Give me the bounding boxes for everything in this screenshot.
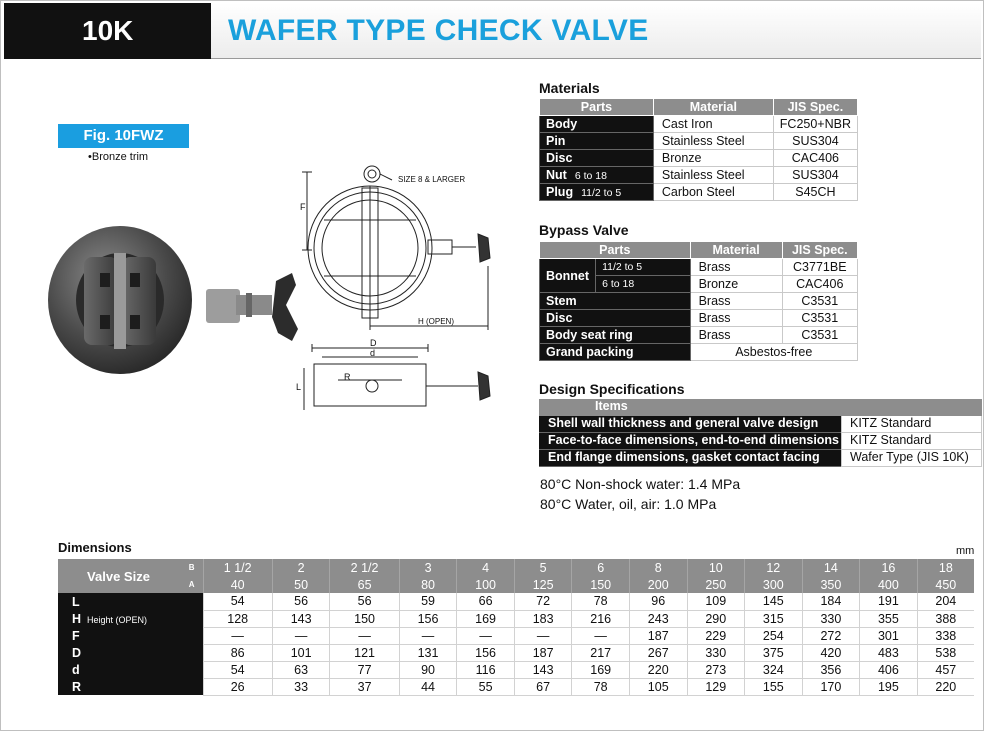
part-name: Body <box>540 116 654 133</box>
dimension-key: D <box>58 644 203 661</box>
dimension-value: 86 <box>203 644 272 661</box>
dimension-value: 37 <box>330 678 399 695</box>
dimension-value: 33 <box>272 678 330 695</box>
spec-value: KITZ Standard <box>841 433 982 450</box>
spec-item: End flange dimensions, gasket contact facing <box>539 450 841 467</box>
table-row <box>540 327 858 344</box>
table-row <box>58 661 974 678</box>
dimension-value: 63 <box>272 661 330 678</box>
parts-header: Parts <box>540 99 654 116</box>
size-a-cell: 65 <box>330 576 399 593</box>
dimension-key: L <box>58 593 203 610</box>
dimension-value: 187 <box>629 627 687 644</box>
dimension-value: 77 <box>330 661 399 678</box>
dimension-value: 101 <box>272 644 330 661</box>
size-a-cell: 100 <box>457 576 515 593</box>
material-value: Brass <box>690 259 782 276</box>
dimension-value: 105 <box>629 678 687 695</box>
jis-value: SUS304 <box>773 133 857 150</box>
dimension-value: 355 <box>860 610 918 627</box>
pressure-class-label: 10K <box>4 3 211 59</box>
items-header: Items <box>539 399 982 416</box>
b-label: B <box>179 559 203 576</box>
size-a-cell: 50 <box>272 576 330 593</box>
spec-value: KITZ Standard <box>841 416 982 433</box>
dimension-value: 267 <box>629 644 687 661</box>
size-a-cell: 125 <box>514 576 572 593</box>
dimension-value: 273 <box>687 661 745 678</box>
material-value: Stainless Steel <box>653 167 773 184</box>
figure-note: • Bronze trim <box>88 151 148 163</box>
dimension-value: 78 <box>572 593 630 610</box>
l-label: L <box>296 382 302 392</box>
valve-photo <box>40 225 310 375</box>
materials-title: Materials <box>539 80 600 96</box>
dimension-value: 143 <box>272 610 330 627</box>
dimension-drawing <box>292 158 497 418</box>
material-value: Brass <box>690 310 782 327</box>
size-b-cell: 6 <box>572 559 630 576</box>
dimension-value: 217 <box>572 644 630 661</box>
dimension-value: 121 <box>330 644 399 661</box>
jis-value: SUS304 <box>773 167 857 184</box>
size-a-cell: 150 <box>572 576 630 593</box>
bypass-table <box>539 241 858 361</box>
table-row <box>540 344 858 361</box>
size-a-cell: 200 <box>629 576 687 593</box>
dimension-value: 483 <box>860 644 918 661</box>
dimension-value: 375 <box>745 644 803 661</box>
d-lower-label: d <box>370 348 376 358</box>
dimension-value: — <box>330 627 399 644</box>
table-row <box>58 610 974 627</box>
dimension-value: 56 <box>330 593 399 610</box>
jis-value: C3771BE <box>782 259 857 276</box>
dimension-value: 420 <box>802 644 860 661</box>
dimension-value: 220 <box>917 678 974 695</box>
dimension-value: 56 <box>272 593 330 610</box>
dimension-value: 109 <box>687 593 745 610</box>
dimension-value: 338 <box>917 627 974 644</box>
dimension-key: H Height (OPEN) <box>58 610 203 627</box>
dimension-value: 156 <box>399 610 457 627</box>
dimension-value: 59 <box>399 593 457 610</box>
size-a-cell: 450 <box>917 576 974 593</box>
table-row <box>540 259 858 276</box>
table-row <box>540 133 858 150</box>
material-value: Brass <box>690 293 782 310</box>
dimension-value: 301 <box>860 627 918 644</box>
jis-value: CAC406 <box>782 276 857 293</box>
dimension-value: 187 <box>514 644 572 661</box>
size-a-cell: 80 <box>399 576 457 593</box>
material-value: Stainless Steel <box>653 133 773 150</box>
part-name: Nut 6 to 18 <box>540 167 654 184</box>
pressure-rating-2: 80°C Water, oil, air: 1.0 MPa <box>540 496 717 512</box>
dimension-value: — <box>572 627 630 644</box>
dimension-value: 128 <box>203 610 272 627</box>
size-range: 11/2 to 5 <box>596 259 691 276</box>
table-row <box>540 293 858 310</box>
dimension-value: — <box>203 627 272 644</box>
jis-value: FC250+NBR <box>773 116 857 133</box>
dimension-value: 67 <box>514 678 572 695</box>
dimension-value: — <box>457 627 515 644</box>
size-a-row <box>58 576 974 593</box>
d-upper-label: D <box>370 338 377 348</box>
table-row <box>58 644 974 661</box>
part-name: Body seat ring <box>540 327 691 344</box>
part-name: Disc <box>540 310 691 327</box>
dimension-value: 538 <box>917 644 974 661</box>
a-label: A <box>179 576 203 593</box>
r-label: R <box>344 372 351 382</box>
size-note-label: SIZE 8 & LARGER <box>398 175 466 184</box>
dimension-value: 150 <box>330 610 399 627</box>
materials-table <box>539 98 858 201</box>
dimension-value: 272 <box>802 627 860 644</box>
dimension-value: 388 <box>917 610 974 627</box>
dimension-value: 457 <box>917 661 974 678</box>
design-title: Design Specifications <box>539 381 685 397</box>
dimension-value: 220 <box>629 661 687 678</box>
table-row <box>539 416 982 433</box>
dimension-value: 356 <box>802 661 860 678</box>
size-b-cell: 16 <box>860 559 918 576</box>
pressure-rating-1: 80°C Non-shock water: 1.4 MPa <box>540 476 741 492</box>
dimension-value: 406 <box>860 661 918 678</box>
part-name: Plug 11/2 to 5 <box>540 184 654 201</box>
dimension-value: 169 <box>572 661 630 678</box>
spec-item: Face-to-face dimensions, end-to-end dimensions <box>539 433 841 450</box>
size-b-cell: 3 <box>399 559 457 576</box>
table-row <box>58 678 974 695</box>
dimension-value: 131 <box>399 644 457 661</box>
design-spec-table <box>539 399 982 467</box>
dimension-value: 324 <box>745 661 803 678</box>
jis-value: CAC406 <box>773 150 857 167</box>
dimension-value: 156 <box>457 644 515 661</box>
dimensions-title: Dimensions <box>58 540 132 555</box>
parts-header: Parts <box>540 242 691 259</box>
dimension-value: 184 <box>802 593 860 610</box>
table-row <box>540 184 858 201</box>
dimensions-table <box>58 559 974 696</box>
dimension-value: 44 <box>399 678 457 695</box>
material-header: Material <box>690 242 782 259</box>
size-b-cell: 18 <box>917 559 974 576</box>
table-row <box>540 150 858 167</box>
dimension-value: — <box>399 627 457 644</box>
jis-value: C3531 <box>782 293 857 310</box>
part-name: Pin <box>540 133 654 150</box>
h-open-label: H (OPEN) <box>418 317 454 326</box>
jis-header: JIS Spec. <box>782 242 857 259</box>
dimension-value: 78 <box>572 678 630 695</box>
table-row <box>539 450 982 467</box>
jis-value: C3531 <box>782 327 857 344</box>
size-b-cell: 1 1/2 <box>203 559 272 576</box>
size-b-cell: 10 <box>687 559 745 576</box>
size-b-cell: 14 <box>802 559 860 576</box>
size-b-cell: 2 <box>272 559 330 576</box>
figure-badge: Fig. 10FWZ <box>58 124 189 148</box>
dimension-value: 216 <box>572 610 630 627</box>
size-a-cell: 300 <box>745 576 803 593</box>
material-value: Cast Iron <box>653 116 773 133</box>
dimension-value: 330 <box>687 644 745 661</box>
material-value: Carbon Steel <box>653 184 773 201</box>
dimension-value: 330 <box>802 610 860 627</box>
unit-label: mm <box>956 545 975 557</box>
dimension-value: 204 <box>917 593 974 610</box>
table-row <box>540 116 858 133</box>
table-row <box>58 593 974 610</box>
dimension-value: — <box>514 627 572 644</box>
part-name: Grand packing <box>540 344 691 361</box>
dimension-value: 254 <box>745 627 803 644</box>
dimension-key: R <box>58 678 203 695</box>
material-value: Brass <box>690 327 782 344</box>
dimension-value: 66 <box>457 593 515 610</box>
size-range: 6 to 18 <box>596 276 691 293</box>
dimension-value: 315 <box>745 610 803 627</box>
dimension-value: 229 <box>687 627 745 644</box>
part-name: Stem <box>540 293 691 310</box>
material-value: Asbestos-free <box>690 344 857 361</box>
table-row <box>540 310 858 327</box>
size-b-cell: 12 <box>745 559 803 576</box>
dimension-value: 290 <box>687 610 745 627</box>
dimension-value: 169 <box>457 610 515 627</box>
jis-value: C3531 <box>782 310 857 327</box>
size-b-cell: 4 <box>457 559 515 576</box>
spec-value: Wafer Type (JIS 10K) <box>841 450 982 467</box>
dimension-value: 170 <box>802 678 860 695</box>
part-name: Bonnet <box>540 259 596 293</box>
bypass-header-row <box>540 242 858 259</box>
material-value: Bronze <box>653 150 773 167</box>
dimension-value: 183 <box>514 610 572 627</box>
dimension-value: 54 <box>203 661 272 678</box>
dimension-value: 143 <box>514 661 572 678</box>
dimension-value: 26 <box>203 678 272 695</box>
dimension-value: 155 <box>745 678 803 695</box>
size-a-cell: 400 <box>860 576 918 593</box>
size-a-cell: 40 <box>203 576 272 593</box>
size-a-cell: 250 <box>687 576 745 593</box>
table-row <box>539 433 982 450</box>
material-header: Material <box>653 99 773 116</box>
table-row <box>540 167 858 184</box>
dimension-value: 191 <box>860 593 918 610</box>
jis-value: S45CH <box>773 184 857 201</box>
part-name: Disc <box>540 150 654 167</box>
spec-item: Shell wall thickness and general valve design <box>539 416 841 433</box>
dimension-value: 72 <box>514 593 572 610</box>
size-b-row <box>58 559 974 576</box>
jis-header: JIS Spec. <box>773 99 857 116</box>
dimension-key: d <box>58 661 203 678</box>
bypass-title: Bypass Valve <box>539 222 629 238</box>
materials-header-row <box>540 99 858 116</box>
f-label: F <box>300 202 306 212</box>
dimension-key: F <box>58 627 203 644</box>
size-a-cell: 350 <box>802 576 860 593</box>
dimension-value: 55 <box>457 678 515 695</box>
dimension-value: 116 <box>457 661 515 678</box>
page-title: WAFER TYPE CHECK VALVE <box>228 14 649 47</box>
dimension-value: 129 <box>687 678 745 695</box>
dimension-value: 243 <box>629 610 687 627</box>
material-value: Bronze <box>690 276 782 293</box>
dimension-value: 96 <box>629 593 687 610</box>
size-b-cell: 8 <box>629 559 687 576</box>
dimension-value: 145 <box>745 593 803 610</box>
valve-size-label: Valve Size <box>58 559 179 593</box>
size-b-cell: 2 1/2 <box>330 559 399 576</box>
dimension-value: 54 <box>203 593 272 610</box>
dimension-value: 195 <box>860 678 918 695</box>
dimension-value: — <box>272 627 330 644</box>
size-b-cell: 5 <box>514 559 572 576</box>
table-row <box>58 627 974 644</box>
dimension-value: 90 <box>399 661 457 678</box>
